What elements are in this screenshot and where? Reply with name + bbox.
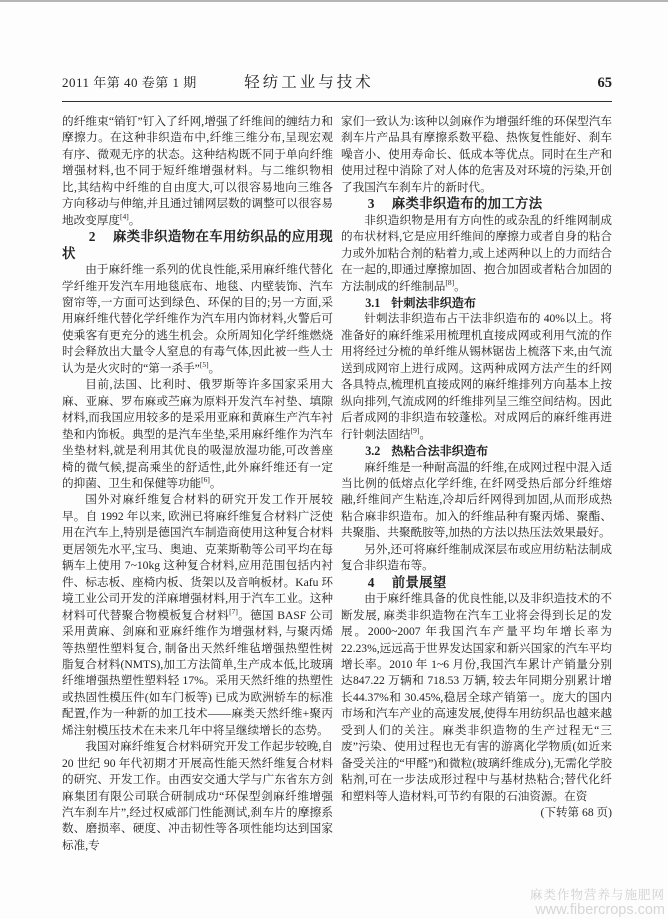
section-3-heading xyxy=(341,196,612,212)
ref-marker: [7] xyxy=(229,606,238,616)
section-3-2-heading xyxy=(341,443,612,459)
paragraph-needle-punching: 针刺法非织造布占干法非织造布的 40%以上。将准备好的麻纤维采用梳理机直接成网或利用气流的作用将经过分梳的单纤维从锡林锯齿上梳落下来,由气流送到成网帘上进行成网。这两种成网方法产生的纤网各具特点,梳理机直接成网的麻纤维排列方向基本上按纵向排列,气流成网的纤维排列呈三维空间结构。因此后者成网的非织造布较蓬松。对成网后的麻纤维再进行针刺法固结[9]。 xyxy=(341,312,612,441)
section-number: 3 xyxy=(367,196,375,212)
paragraph-outlook: 由于麻纤维具备的优良性能,以及非织造技术的不断发展, 麻类非织造物在汽车工业将会得到长足的发展。2000~2007 年我国汽车产量平均年增长率为22.23%,远远高于世界发达国家和新兴国家的汽车平均增长率。2010 年 1~6 月份,我国汽车累计产销量分别达847.22 万辆和 718.53 万辆, 较去年同期分别累计增长44.37%和 30.45%,稳居全球产销第一。庞大的国内市场和汽车产业的高速发展,使得车用纺织品也越来越受到人们的关注。麻类非织造物的生产过程无“三废”污染、使用过程也无有害的游离化学物质(如近来备受关注的“甲醛”)和微粒(玻璃纤维成分),无需化学胶粘剂,可在一步法成形过程中与基材热粘合;替代化纤和塑料等人造材料,可节约有限的石油资源。在资 (下转第 68 页) xyxy=(341,591,612,805)
watermark-site-url: www.fibercrops.com xyxy=(535,901,665,918)
journal-issue: 2011 年第 40 卷第 1 期 xyxy=(62,75,197,90)
page-number: 65 xyxy=(597,75,613,91)
journal-title: 轻纺工业与技术 xyxy=(244,74,374,91)
left-column xyxy=(62,114,333,854)
section-title: 针刺法非织造布 xyxy=(391,295,476,310)
section-title: 麻类非织造物在车用纺织品的应用现状 xyxy=(62,229,333,261)
section-title: 前景展望 xyxy=(391,574,447,590)
ref-marker: [6] xyxy=(201,475,210,485)
paragraph-nonwoven-definition: 非织造织物是用有方向性的或杂乱的纤维网制成的布状材料,它是应用纤维间的摩擦力或者自身的粘合力或外加粘合剂的粘着力,或上述两种以上的力而结合在一起的,即通过摩擦加固、抱合加固或者粘合加固的方法制成的纤维制品[8]。 xyxy=(341,213,612,293)
paragraph-thermal-bonding: 麻纤维是一种耐高温的纤维,在成网过程中混入适当比例的低熔点化学纤维, 在纤网受热后部分纤维熔融,纤维间产生粘连,冷却后纤网得到加固,从而形成热粘合麻非织造布。加入的纤维品种有聚丙烯、聚酯、共聚脂、共聚酰胺等,加热的方法以热压法效果最好。 xyxy=(341,460,612,540)
section-4-heading xyxy=(341,575,612,591)
ref-marker: [9] xyxy=(410,425,420,435)
watermark xyxy=(530,888,665,918)
section-3-1-heading xyxy=(341,295,612,311)
paragraph-domestic-research: 我国对麻纤维复合材料研究开发工作起步较晚,自 20 世纪 90 年代初期才开展高性能天然纤维复合材料的研究、开发工作。由西安交通大学与广东省东方剑麻集团有限公司联合研制成功“环保型剑麻纤维增强汽车刹车片”,经过权威部门性能测试,刹车片的摩擦系数、磨损率、硬度、冲击韧性等各项性能均达到国家标准,专 xyxy=(62,740,333,852)
page-header xyxy=(62,70,612,92)
paragraph-countries-usage: 目前,法国、比利时、俄罗斯等许多国家采用大麻、亚麻、罗布麻或苎麻为原料开发汽车衬垫、填隙材料,而我国应用较多的是采用亚麻和黄麻生产汽车衬垫和内饰板。典型的是汽车坐垫,采用麻纤维作为汽车坐垫材料,就是利用其优良的吸湿放湿功能,可改善座椅的微气候,提高乘坐的舒适性,此外麻纤维还有一定的抑菌、卫生和保健等功能[6]。 xyxy=(62,378,333,490)
section-number: 4 xyxy=(367,574,375,590)
section-number: 3.2 xyxy=(365,444,381,459)
paragraph-brake-pad: 家们一致认为:该种以剑麻作为增强纤维的环保型汽车刹车片产品具有摩擦系数平稳、热恢复性能好、刹车噪音小、使用寿命长、低成本等优点。同时在生产和使用过程中消除了对人体的危害及对环境的污染,开创了我国汽车刹车片的新时代。 xyxy=(341,115,612,194)
ref-marker: [5] xyxy=(199,359,209,369)
section-number: 2 xyxy=(88,229,96,245)
ref-marker: [4] xyxy=(119,211,129,221)
section-number: 3.1 xyxy=(365,295,381,310)
paragraph-fiber-web: 的纤维束“销钉”钉入了纤网,增强了纤维间的缠结力和摩擦力。在这种非织造布中,纤维三维分布,呈现宏观有序、微观无序的状态。这种结构既不同于单向纤维增强材料,也不同于短纤维增强材料。与二维织物相比,其结构中纤维的自由度大,可以很容易地向三维各方向移动与伸缩,并且通过铺网层数的调整可以很容易地改变厚度[4]。 xyxy=(62,115,333,227)
section-title: 热粘合法非织造布 xyxy=(391,444,489,459)
paragraph-hemp-advantages: 由于麻纤维一系列的优良性能,采用麻纤维代替化学纤维开发汽车用地毯底布、地毯、内壁装饰、汽车窗帘等,一方面可达到绿色、环保的目的;另一方面,采用麻纤维代替化学纤维作为汽车用内饰材料,火警后可使乘客有更充分的逃生机会。众所周知化学纤维燃烧时会释放出大量令人窒息的有毒气体,因此被一些人士认为是火灾时的“第一杀手”[5]。 xyxy=(62,263,333,375)
watermark-site-name: 麻类作物营养与施肥网 xyxy=(529,887,665,902)
continuation-note: (下转第 68 页) xyxy=(540,806,612,820)
section-2-heading xyxy=(62,229,333,262)
paragraph-foreign-research: 国外对麻纤维复合材料的研究开发工作开展较早。自 1992 年以来, 欧洲已将麻纤维复合材料广泛使用在汽车上,特别是德国汽车制造商使用这种复合材料更居领先水平,宝马、奥迪、克莱斯勒等公司平均在每辆车上使用 7~10kg 这种复合材料,应用范围包括内衬件、标志板、座椅内板、货架以及音响板材。Kafu 环境工业公司开发的洋麻增强材料,用于汽车工业。这种材料可代替聚合物模板复合材料[7]。德国 BASF 公司采用黄麻、剑麻和亚麻纤维作为增强材料, 与聚丙烯等热塑性塑料复合, 制备出天然纤维毡增强热塑性树脂复合材料(NMTS),加工方法简单,生产成本低,比玻璃纤维增强热塑性塑料轻 17%。采用天然纤维的热塑性或热固性模压件(如车门板等) 已成为欧洲轿车的标准配置,作为一种新的加工技术——麻类天然纤维+聚丙烯注射模压技术在未来几年中将呈继续增长的态势。 xyxy=(62,493,333,737)
right-column xyxy=(341,114,612,821)
header-rule xyxy=(62,101,612,102)
paragraph-other-methods: 另外,还可将麻纤维制成深层布或应用纺粘法制成复合非织造布等。 xyxy=(341,542,612,573)
section-title: 麻类非织造布的加工方法 xyxy=(391,196,543,212)
ref-marker: [8] xyxy=(445,277,455,287)
